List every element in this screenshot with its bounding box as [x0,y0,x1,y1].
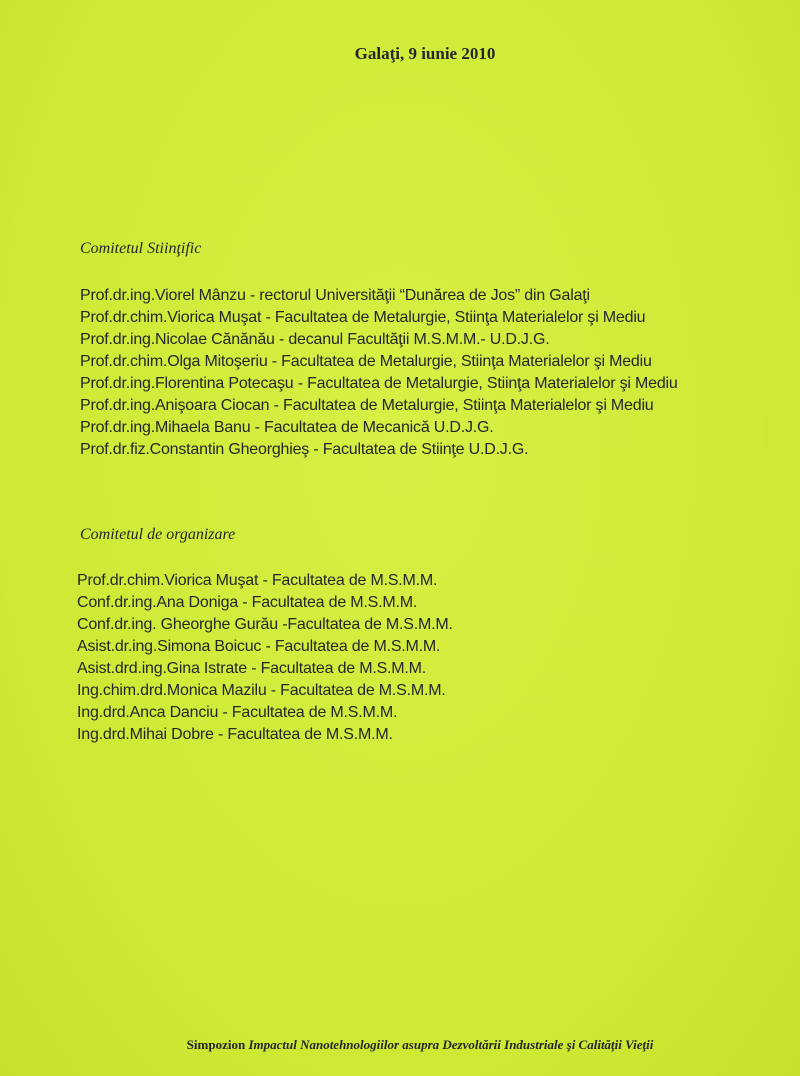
list-item: Prof.dr.ing.Nicolae Cănănău - decanul Facultăţii M.S.M.M.- U.D.J.G. [80,331,550,348]
symposium-footer [0,1037,800,1053]
place-date: Galaţi, 9 iunie 2010 [354,44,496,63]
list-item: Ing.drd.Anca Danciu - Facultatea de M.S.M.M. [77,704,398,721]
footer-lead: Simpozion [186,1037,246,1052]
list-item: Prof.dr.ing.Anişoara Ciocan - Facultatea de Metalurgie, Stiinţa Materialelor şi Mediu [80,397,654,414]
scientific-committee-list [80,285,678,461]
list-item: Asist.drd.ing.Gina Istrate - Facultatea de M.S.M.M. [77,660,427,677]
organizing-committee-heading: Comitetul de organizare [80,526,236,543]
list-item: Prof.dr.chim.Viorica Muşat - Facultatea de Metalurgie, Stiinţa Materialelor şi Mediu [80,309,646,326]
list-item: Conf.dr.ing. Gheorghe Gurău -Facultatea de M.S.M.M. [77,616,453,633]
list-item: Prof.dr.chim.Viorica Muşat - Facultatea de M.S.M.M. [77,572,438,589]
scientific-committee-heading: Comitetul Stiinţific [80,240,202,257]
organizing-committee-list [77,570,453,746]
list-item: Prof.dr.fiz.Constantin Gheorghieş - Facultatea de Stiinţe U.D.J.G. [80,441,529,458]
footer-title: Impactul Nanotehnologiilor asupra Dezvoltării Industriale şi Calităţii Vieţii [248,1037,654,1052]
list-item: Prof.dr.ing.Mihaela Banu - Facultatea de Mecanică U.D.J.G. [80,419,494,436]
list-item: Asist.dr.ing.Simona Boicuc - Facultatea de M.S.M.M. [77,638,441,655]
list-item: Conf.dr.ing.Ana Doniga - Facultatea de M.S.M.M. [77,594,418,611]
list-item: Ing.drd.Mihai Dobre - Facultatea de M.S.M.M. [77,726,393,743]
list-item: Prof.dr.ing.Florentina Potecaşu - Facultatea de Metalurgie, Stiinţa Materialelor şi Mediu [80,375,678,392]
list-item: Ing.chim.drd.Monica Mazilu - Facultatea de M.S.M.M. [77,682,446,699]
list-item: Prof.dr.chim.Olga Mitoşeriu - Facultatea de Metalurgie, Stiinţa Materialelor şi Mediu [80,353,652,370]
list-item: Prof.dr.ing.Viorel Mânzu - rectorul Universităţii “Dunărea de Jos” din Galaţi [80,287,590,304]
